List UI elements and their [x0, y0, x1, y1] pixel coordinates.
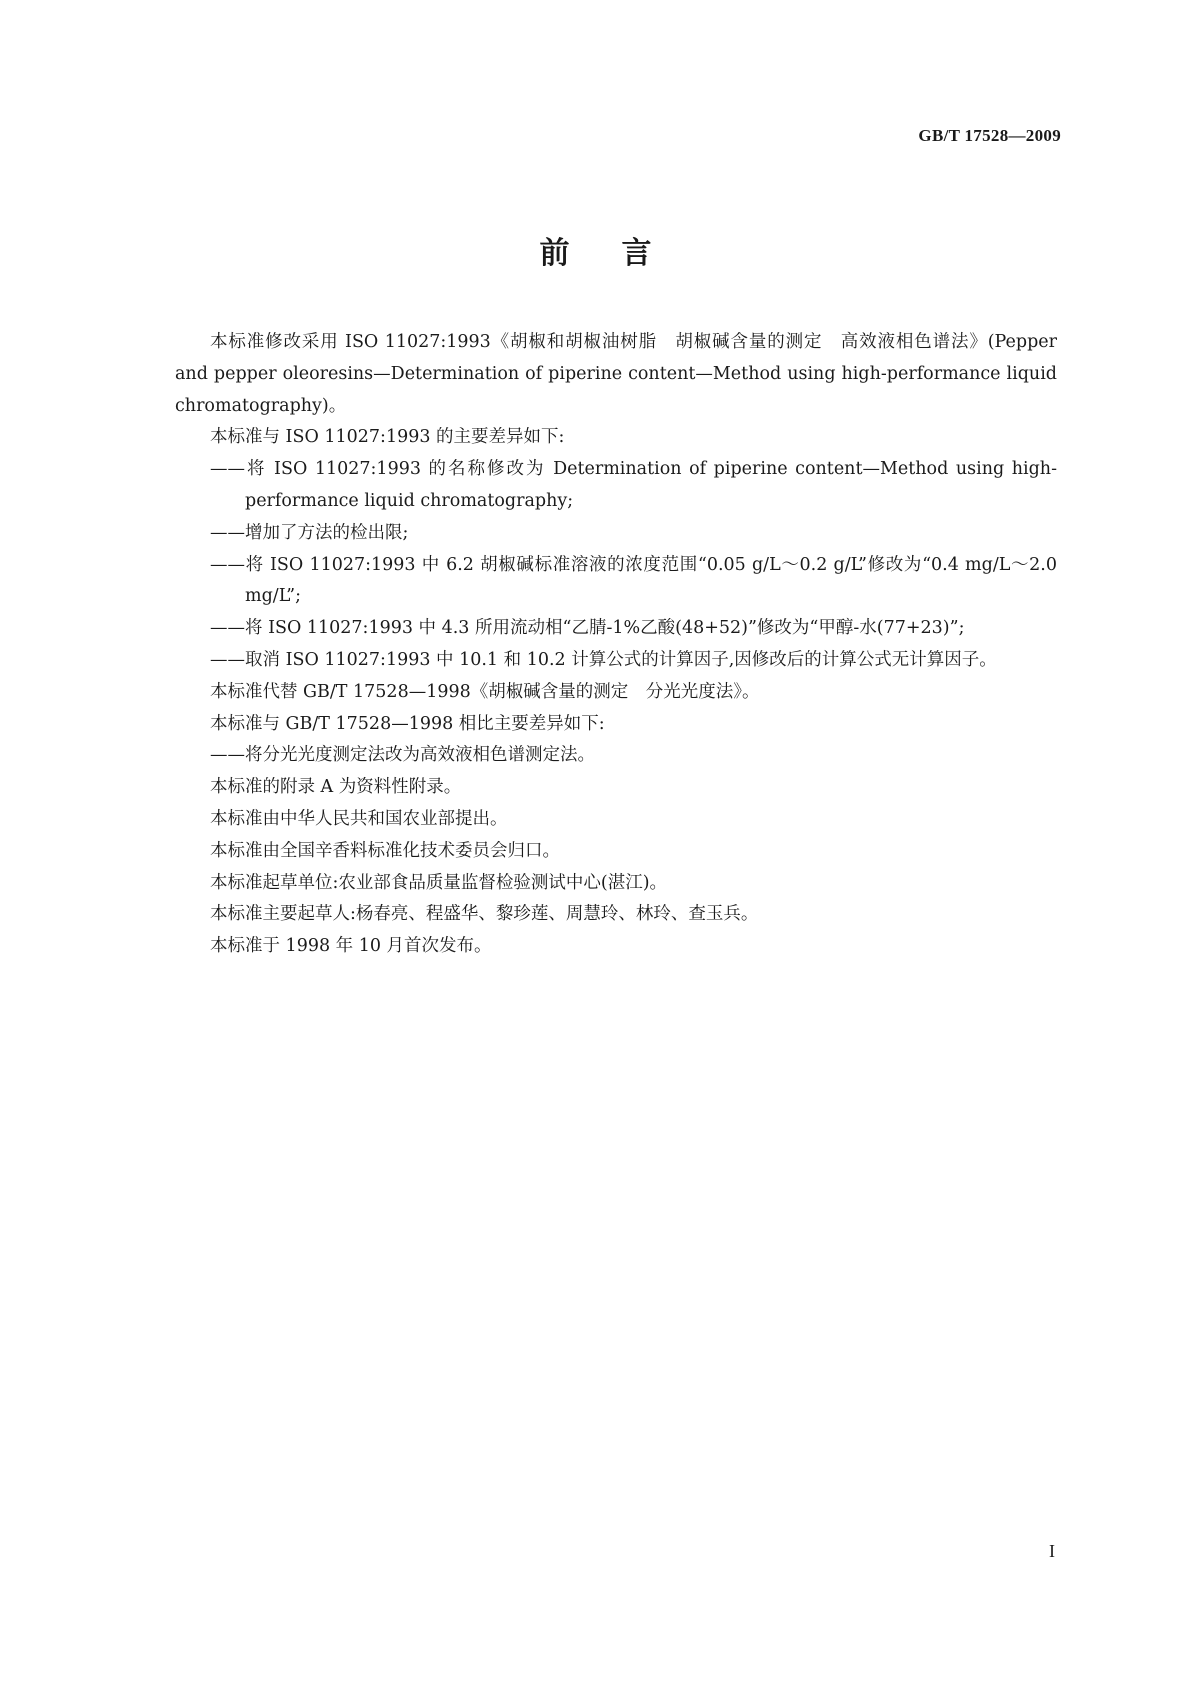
- dash-list-item: ——将 ISO 11027:1993 中 6.2 胡椒碱标准溶液的浓度范围“0.05 g/L～0.2 g/L”修改为“0.4 mg/L～2.0 mg/L”;: [210, 554, 1057, 607]
- paragraph: 本标准代替 GB/T 17528—1998《胡椒碱含量的测定 分光光度法》。: [210, 681, 760, 702]
- foreword-body: [175, 327, 1057, 963]
- paragraph: 本标准主要起草人:杨春亮、程盛华、黎珍莲、周慧玲、林玲、查玉兵。: [210, 904, 759, 925]
- paragraph: 本标准由中华人民共和国农业部提出。: [210, 808, 508, 829]
- paragraph: ——将分光光度测定法改为高效液相色谱测定法。: [210, 745, 595, 766]
- page-number: I: [1049, 1541, 1055, 1561]
- paragraph: 本标准与 ISO 11027:1993 的主要差异如下:: [210, 427, 565, 448]
- paragraph: 本标准的附录 A 为资料性附录。: [210, 777, 462, 798]
- paragraph: 本标准修改采用 ISO 11027:1993《胡椒和胡椒油树脂 胡椒碱含量的测定 高效液相色谱法》(Pepper and pepper oleoresins—Determination of piperine content—Method using high-performance liquid chromatography)。: [175, 332, 1057, 416]
- paragraph: 本标准起草单位:农业部食品质量监督检验测试中心(湛江)。: [210, 872, 668, 893]
- standard-code: GB/T 17528—2009: [918, 126, 1061, 145]
- dash-list-item: ——将 ISO 11027:1993 的名称修改为 Determination of piperine content—Method using high-performance liquid chromatography;: [210, 459, 1057, 511]
- page-title: 前言: [539, 236, 704, 271]
- paragraph: 本标准与 GB/T 17528—1998 相比主要差异如下:: [210, 713, 605, 734]
- dash-list-item: ——取消 ISO 11027:1993 中 10.1 和 10.2 计算公式的计算因子,因修改后的计算公式无计算因子。: [210, 649, 997, 670]
- dash-list-item: ——增加了方法的检出限;: [210, 522, 409, 543]
- paragraph: 本标准于 1998 年 10 月首次发布。: [210, 936, 492, 957]
- dash-list-item: ——将 ISO 11027:1993 中 4.3 所用流动相“乙腈-1%乙酸(48+52)”修改为“甲醇-水(77+23)”;: [210, 618, 965, 639]
- paragraph: 本标准由全国辛香料标准化技术委员会归口。: [210, 840, 560, 861]
